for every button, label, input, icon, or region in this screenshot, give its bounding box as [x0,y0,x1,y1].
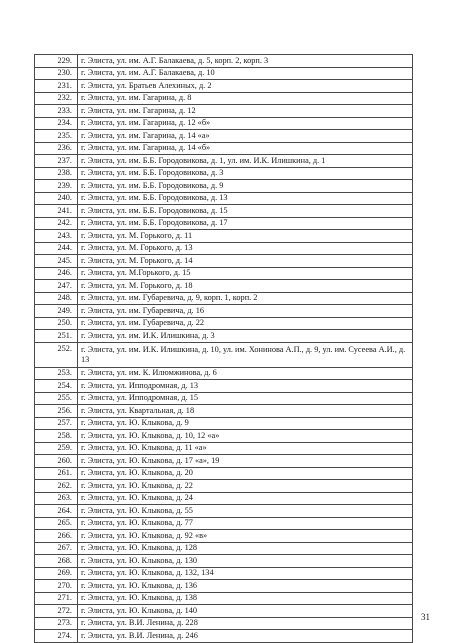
row-address: г. Элиста, ул. им. Б.Б. Городовикова, д. 3 [78,167,413,180]
table-row [35,267,413,280]
row-address: г. Элиста, ул. им. Губаревича, д. 22 [78,317,413,330]
table-row [35,542,413,555]
row-number: 243. [35,230,78,243]
row-address: г. Элиста, ул. им. Б.Б. Городовикова, д. 17 [78,217,413,230]
table-row [35,492,413,505]
row-number: 232. [35,92,78,105]
table-row [35,392,413,405]
row-number: 238. [35,167,78,180]
row-number: 268. [35,555,78,568]
row-address: г. Элиста, ул. Ю. Клыкова, д. 130 [78,555,413,568]
table-row [35,130,413,143]
table-row [35,430,413,443]
table-row [35,292,413,305]
table-row [35,230,413,243]
row-number: 272. [35,605,78,618]
table-row [35,592,413,605]
row-address: г. Элиста, ул. Ю. Клыкова, д. 128 [78,542,413,555]
table-row [35,205,413,218]
table-row [35,405,413,418]
row-address: г. Элиста, ул. Квартальная, д. 18 [78,405,413,418]
row-number: 248. [35,292,78,305]
table-row [35,80,413,93]
table-row [35,342,413,367]
row-address: г. Элиста, ул. им. Гагарина, д. 12 [78,105,413,118]
row-number: 262. [35,480,78,493]
row-number: 264. [35,505,78,518]
table-row [35,580,413,593]
row-number: 249. [35,305,78,318]
table-row [35,630,413,643]
page-number: 31 [421,612,430,622]
row-number: 231. [35,80,78,93]
row-number: 258. [35,430,78,443]
row-address: г. Элиста, ул. М. Горького, д. 14 [78,255,413,268]
row-number: 245. [35,255,78,268]
table-row [35,555,413,568]
row-address: г. Элиста, ул. М. Горького, д. 11 [78,230,413,243]
row-address: г. Элиста, ул. им. К. Илюмжинова, д. 6 [78,367,413,380]
row-number: 234. [35,117,78,130]
table-row [35,480,413,493]
row-number: 247. [35,280,78,293]
row-number: 256. [35,405,78,418]
row-address: г. Элиста, ул. им. И.К. Илишкина, д. 3 [78,330,413,343]
row-address: г. Элиста, ул. им. Гагарина, д. 12 «б» [78,117,413,130]
row-number: 246. [35,267,78,280]
row-number: 251. [35,330,78,343]
table-row [35,617,413,630]
table-row [35,317,413,330]
table-row [35,455,413,468]
row-number: 269. [35,567,78,580]
row-address: г. Элиста, ул. им. И.К. Илишкина, д. 10, ул. им. Хонинова А.П., д. 9, ул. им. Сусеева А.И., д. 13 [78,342,413,367]
row-number: 266. [35,530,78,543]
row-number: 271. [35,592,78,605]
table-row [35,55,413,68]
row-number: 237. [35,155,78,168]
row-address: г. Элиста, ул. им. А.Г. Балакаева, д. 5, корп. 2, корп. 3 [78,55,413,68]
table-row [35,530,413,543]
row-address: г. Элиста, ул. Ю. Клыкова, д. 140 [78,605,413,618]
row-address: г. Элиста, ул. Ю. Клыкова, д. 24 [78,492,413,505]
row-address: г. Элиста, ул. им. Гагарина, д. 8 [78,92,413,105]
row-address: г. Элиста, ул. Ипподромная, д. 15 [78,392,413,405]
table-row [35,442,413,455]
row-number: 250. [35,317,78,330]
row-number: 260. [35,455,78,468]
table-row [35,330,413,343]
row-number: 253. [35,367,78,380]
row-address: г. Элиста, ул. В.И. Ленина, д. 228 [78,617,413,630]
row-address: г. Элиста, ул. Ю. Клыкова, д. 55 [78,505,413,518]
table-row [35,180,413,193]
row-address: г. Элиста, ул. М. Горького, д. 18 [78,280,413,293]
row-address: г. Элиста, ул. Ю. Клыкова, д. 20 [78,467,413,480]
row-number: 257. [35,417,78,430]
row-number: 241. [35,205,78,218]
row-number: 273. [35,617,78,630]
table-row [35,255,413,268]
row-address: г. Элиста, ул. Братьев Алехиных, д. 2 [78,80,413,93]
table-row [35,105,413,118]
address-table [34,54,413,643]
table-row [35,142,413,155]
table-row [35,417,413,430]
row-number: 230. [35,67,78,80]
row-address: г. Элиста, ул. М.Горького, д. 15 [78,267,413,280]
row-address: г. Элиста, ул. Ю. Клыкова, д. 132, 134 [78,567,413,580]
row-number: 263. [35,492,78,505]
row-address: г. Элиста, ул. Ю. Клыкова, д. 17 «а», 19 [78,455,413,468]
row-address: г. Элиста, ул. им. А.Г. Балакаева, д. 10 [78,67,413,80]
table-row [35,167,413,180]
row-address: г. Элиста, ул. Ю. Клыкова, д. 136 [78,580,413,593]
row-address: г. Элиста, ул. Ю. Клыкова, д. 77 [78,517,413,530]
row-address: г. Элиста, ул. Ю. Клыкова, д. 10, 12 «а» [78,430,413,443]
row-number: 244. [35,242,78,255]
table-row [35,192,413,205]
row-number: 235. [35,130,78,143]
row-number: 259. [35,442,78,455]
row-number: 229. [35,55,78,68]
table-row [35,505,413,518]
table-row [35,305,413,318]
table-row [35,117,413,130]
row-address: г. Элиста, ул. им. Б.Б. Городовикова, д. 1, ул. им. И.К. Илишкина, д. 1 [78,155,413,168]
row-number: 261. [35,467,78,480]
table-row [35,380,413,393]
table-row [35,467,413,480]
row-address: г. Элиста, ул. Ю. Клыкова, д. 9 [78,417,413,430]
row-address: г. Элиста, ул. им. Б.Б. Городовикова, д. 13 [78,192,413,205]
row-number: 236. [35,142,78,155]
table-row [35,280,413,293]
table-row [35,217,413,230]
row-address: г. Элиста, ул. им. Губаревича, д. 9, корп. 1, корп. 2 [78,292,413,305]
row-address: г. Элиста, ул. Ю. Клыкова, д. 11 «а» [78,442,413,455]
row-address: г. Элиста, ул. им. Б.Б. Городовикова, д. 15 [78,205,413,218]
row-address: г. Элиста, ул. им. Гагарина, д. 14 «б» [78,142,413,155]
row-number: 252. [35,342,78,367]
row-number: 233. [35,105,78,118]
table-row [35,155,413,168]
row-number: 240. [35,192,78,205]
row-address: г. Элиста, ул. им. Губаревича, д. 16 [78,305,413,318]
table-row [35,242,413,255]
row-address: г. Элиста, ул. М. Горького, д. 13 [78,242,413,255]
row-address: г. Элиста, ул. Ю. Клыкова, д. 138 [78,592,413,605]
row-number: 274. [35,630,78,643]
row-number: 255. [35,392,78,405]
row-address: г. Элиста, ул. Ипподромная, д. 13 [78,380,413,393]
row-address: г. Элиста, ул. Ю. Клыкова, д. 22 [78,480,413,493]
row-address: г. Элиста, ул. В.И. Ленина, д. 246 [78,630,413,643]
row-address: г. Элиста, ул. им. Б.Б. Городовикова, д. 9 [78,180,413,193]
row-number: 242. [35,217,78,230]
table-row [35,92,413,105]
address-table-body [35,55,413,643]
table-row [35,67,413,80]
row-number: 239. [35,180,78,193]
table-row [35,517,413,530]
row-address: г. Элиста, ул. им. Гагарина, д. 14 «а» [78,130,413,143]
row-address: г. Элиста, ул. Ю. Клыкова, д. 92 «в» [78,530,413,543]
table-row [35,605,413,618]
row-number: 270. [35,580,78,593]
row-number: 265. [35,517,78,530]
row-number: 267. [35,542,78,555]
row-number: 254. [35,380,78,393]
table-row [35,567,413,580]
table-row [35,367,413,380]
